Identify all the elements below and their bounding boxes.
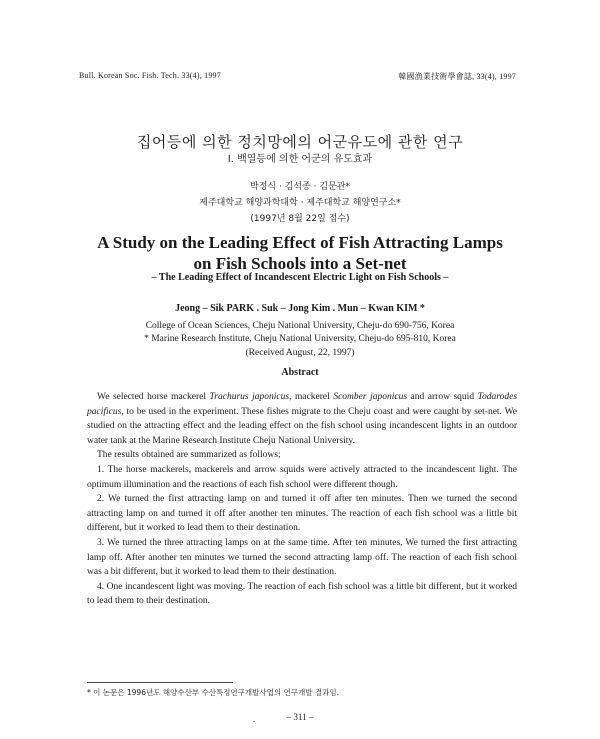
korean-affiliation: 제주대학교 해양과학대학 · 제주대학교 해양연구소* — [199, 198, 401, 208]
english-authors: Jeong – Sik PARK . Suk – Jong Kim . Mun – Kwan KIM * — [175, 303, 425, 314]
english-subtitle: – The Leading Effect of Incandescent Electric Light on Fish Schools – — [151, 272, 449, 283]
species-horse-mackerel: Trachurus japonicus — [209, 392, 290, 402]
affiliation-institute: * Marine Research Institute, Cheju National University, Cheju-do 695-810, Korea — [144, 334, 456, 344]
korean-received-date: (1997년 8월 22일 접수) — [250, 214, 350, 224]
korean-subtitle: Ⅰ. 백열등에 의한 어군의 유도효과 — [227, 154, 373, 165]
abstract-paragraph-results-intro: The results obtained are summarized as follows; — [97, 450, 281, 461]
english-title — [0, 232, 600, 274]
abstract-result-1: 1. The horse mackerels, mackerels and arrow squids were actively attracted to the incandescent light. The optimum illumination and the reactions of each fish school were different though. — [87, 464, 517, 490]
page-number: – 311 – — [286, 712, 314, 722]
abstract-paragraph-intro: We selected horse mackerel Trachurus japonicus, mackerel Scomber japonicus and arrow squid Todarodes pacificus, to be used in the experiment. These fishes migrate to the Cheju coast and were caught by set-net. We studied on the attracting effect and the leading effect on the fish school using incandescent lights in an outdoor water tank at the Marine Research Institute Cheju National University. — [87, 392, 518, 446]
korean-title: 집어등에 의한 정치망에의 어군유도에 관한 연구 — [136, 133, 464, 151]
funding-footnote: * 이 논문은 1996년도 해양수산부 수산특정연구개발사업의 연구개발 결과임. — [87, 688, 340, 697]
journal-header-korean: 韓國漁業技術學會誌, 33(4), 1997 — [398, 72, 516, 81]
page-dot: . — [253, 714, 256, 724]
abstract-result-2: 2. We turned the first attracting lamp on and turned it off after ten minutes. Then we turned the second attracting lamp on and turned it off after another ten minutes. The reaction of each fish school was a little bit different, but it worked to lead them to their destination. — [87, 494, 517, 534]
footnote-divider — [87, 682, 233, 683]
journal-header-english: Bull. Korean Soc. Fish. Tech. 33(4), 1997 — [79, 71, 221, 80]
english-title-line1: A Study on the Leading Effect of Fish Attracting Lamps — [97, 233, 503, 252]
species-arrow-squid: Todarodes pacificus — [87, 392, 518, 417]
english-title-line2: on Fish Schools into a Set-net — [193, 254, 407, 273]
english-affiliations — [0, 320, 600, 346]
species-mackerel: Scomber japonicus — [333, 392, 408, 402]
english-received-date: (Received August, 22, 1997) — [245, 348, 355, 358]
affiliation-college: College of Ocean Sciences, Cheju National University, Cheju-do 690-756, Korea — [145, 321, 455, 331]
abstract-heading: Abstract — [281, 367, 319, 378]
abstract-result-4: 4. One incandescent light was moving. The reaction of each fish school was a little bit different, but it worked to lead them to their destination. — [87, 581, 517, 607]
abstract-body — [87, 390, 517, 609]
korean-authors: 박정식 · 김석종 · 김문관* — [250, 182, 350, 192]
abstract-result-3: 3. We turned the three attracting lamps on at the same time. After ten minutes, We turned the first attracting lamp off. After another ten minutes we turned the second attracting lamp off. The reaction of each fish school was a bit different, but it worked to lead them to their destination. — [87, 537, 517, 578]
